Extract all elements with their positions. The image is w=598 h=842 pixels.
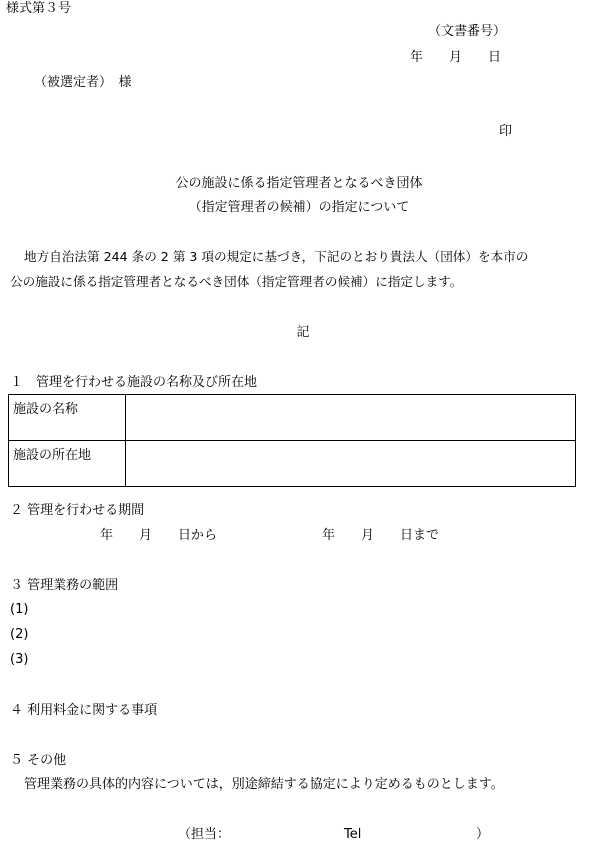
period-from: 年 月 日から [100, 528, 218, 543]
section-3-heading: ３ 管理業務の範囲 [10, 578, 119, 593]
section-1-heading: １ 管理を行わせる施設の名称及び所在地 [10, 375, 258, 390]
document-number: （文書番号） [428, 24, 507, 39]
facility-name-label: 施設の名称 [9, 395, 126, 441]
scope-item-1: (1) [10, 602, 29, 617]
document-title-line-1: 公の施設に係る指定管理者となるべき団体 [175, 176, 423, 191]
contact-open: （担当： [178, 827, 231, 842]
section-4-heading: ４ 利用料金に関する事項 [10, 703, 158, 718]
table-row [9, 395, 576, 441]
issue-date: 年 月 日 [410, 50, 502, 65]
seal-mark: 印 [499, 124, 513, 139]
recipient: （被選定者） 様 [34, 75, 132, 90]
facility-address-label: 施設の所在地 [9, 441, 126, 487]
facility-name-value[interactable] [126, 395, 576, 441]
body-text-line-2: 公の施設に係る指定管理者となるべき団体（指定管理者の候補）に指定します。 [10, 274, 463, 289]
section-2-heading: ２ 管理を行わせる期間 [10, 503, 145, 518]
contact-close: ） [476, 827, 490, 842]
facility-address-value[interactable] [126, 441, 576, 487]
body-text-line-1: 地方自治法第 244 条の 2 第 3 項の規定に基づき，下記のとおり貴法人（団体）を本市の [24, 249, 529, 264]
ki-heading: 記 [296, 325, 310, 340]
contact-tel: Tel [344, 827, 362, 842]
table-row [9, 441, 576, 487]
period-to: 年 月 日まで [322, 528, 440, 543]
section-5-heading: ５ その他 [10, 753, 67, 768]
section-5-text: 管理業務の具体的内容については，別途締結する協定により定めるものとします。 [24, 777, 504, 792]
document-title-line-2: （指定管理者の候補）の指定について [188, 200, 410, 215]
scope-item-3: (3) [10, 652, 29, 667]
scope-item-2: (2) [10, 627, 29, 642]
facility-table [8, 394, 576, 487]
form-number: 様式第３号 [6, 1, 72, 16]
